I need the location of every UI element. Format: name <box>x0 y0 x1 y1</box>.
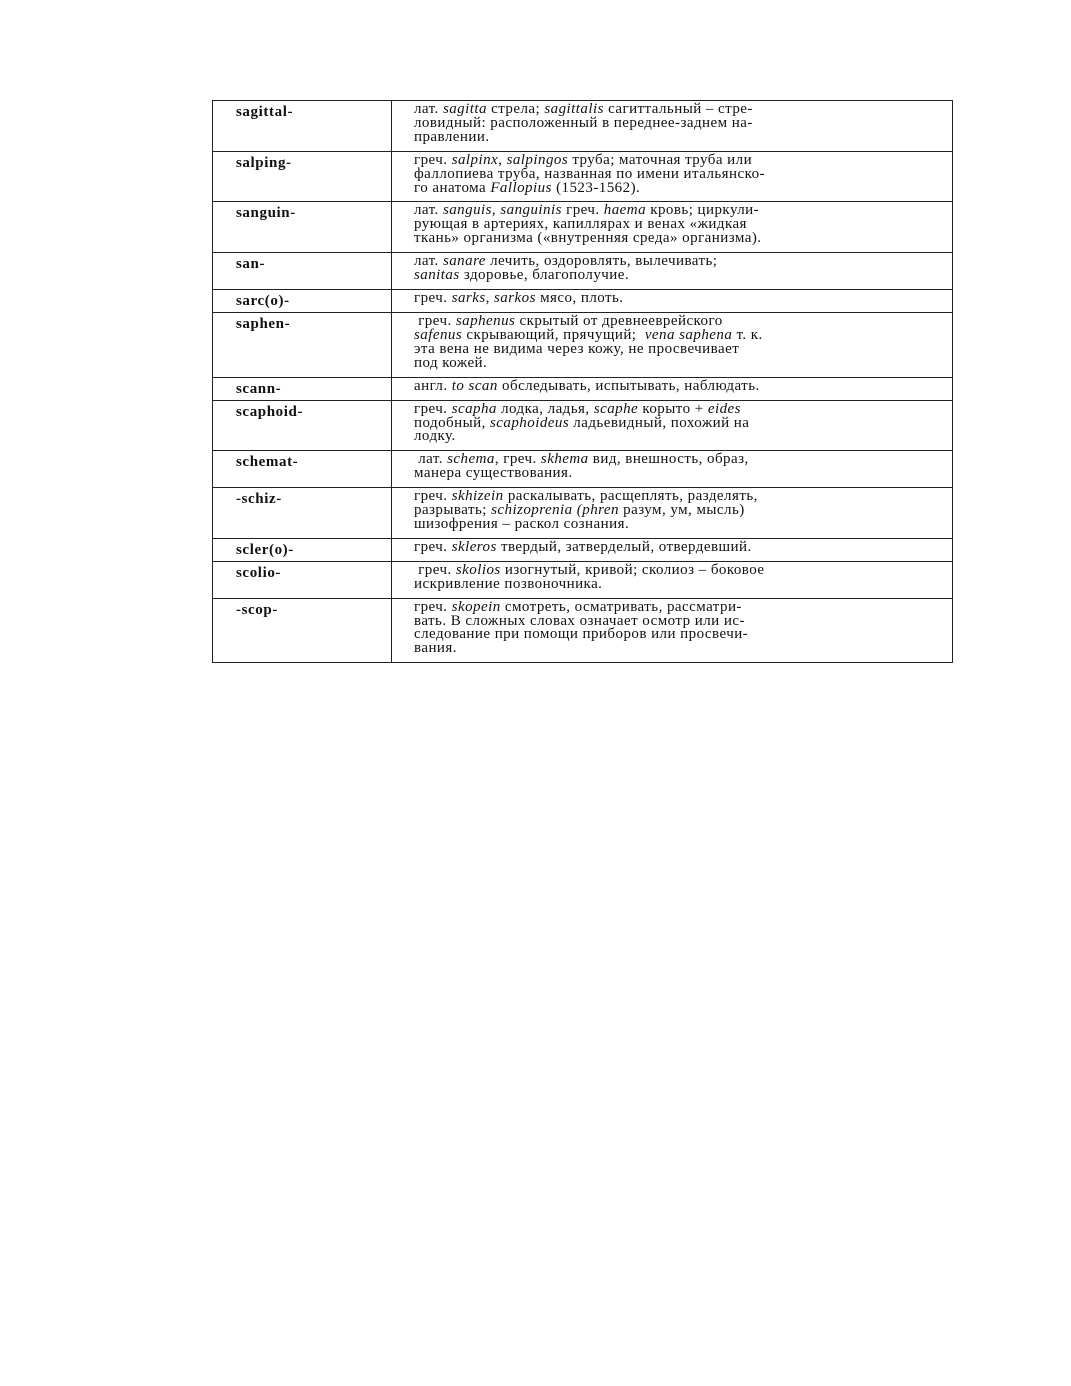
definition-text: манера существования. <box>414 465 573 482</box>
definition-text: обследывать, испытывать, наблюдать. <box>497 377 760 394</box>
definition-text: лодка, ладья, <box>496 400 594 417</box>
italic-term-text: sagitta <box>442 101 487 117</box>
definition-cell <box>392 598 953 663</box>
definition-cell <box>392 312 953 377</box>
definition-text: сагиттальный – стре- <box>603 101 753 117</box>
definition-text: греч. <box>414 561 456 578</box>
term-cell: schemat- <box>213 451 392 488</box>
definition-line <box>414 289 942 306</box>
italic-term-text: sanare <box>442 253 486 270</box>
definition-text: подобный, <box>414 414 490 431</box>
definition-text: искривление позвоночника. <box>414 575 603 592</box>
definition-text: англ. <box>414 377 452 394</box>
definition-cell <box>392 488 953 539</box>
definition-text: вать. В сложных словах означает осмотр или ис- <box>414 612 745 629</box>
definition-text: , греч. <box>494 451 541 468</box>
definition-line <box>414 538 942 555</box>
definition-text: разум, ум, мысль) <box>618 502 745 519</box>
definition-text: скрытый от древнееврейского <box>515 312 723 329</box>
definition-text: скрывающий, прячущий; <box>462 326 645 343</box>
table-row <box>213 312 953 377</box>
glossary-body <box>213 101 953 663</box>
table-row <box>213 289 953 312</box>
definition-line <box>414 515 942 532</box>
term-cell: sanguin- <box>213 202 392 253</box>
definition-text: изогнутый, кривой; сколиоз – боковое <box>500 561 765 578</box>
definition-line <box>414 467 942 481</box>
table-row <box>213 400 953 451</box>
definition-line <box>414 179 942 196</box>
definition-line <box>414 340 942 357</box>
table-row <box>213 253 953 290</box>
definition-text: ткань» организма («внутренняя среда» организма). <box>414 230 762 247</box>
table-row <box>213 101 953 152</box>
definition-text: ловидный: расположенный в переднее-заднем на- <box>414 114 753 131</box>
definition-text: труба; маточная труба или <box>568 151 753 168</box>
italic-term-text: skhizein <box>451 488 504 505</box>
definition-line <box>414 269 942 283</box>
definition-text: лат. <box>414 101 443 117</box>
term-cell: san- <box>213 253 392 290</box>
definition-text: греч. <box>414 289 452 306</box>
term-cell: scaphoid- <box>213 400 392 451</box>
definition-text: лодку. <box>414 428 456 445</box>
term-cell: saphen- <box>213 312 392 377</box>
definition-cell <box>392 151 953 202</box>
definition-text: греч. <box>414 151 452 168</box>
definition-text: т. к. <box>732 326 763 343</box>
definition-cell <box>392 253 953 290</box>
term-cell: scann- <box>213 377 392 400</box>
italic-term-text: scaphe <box>593 400 639 417</box>
definition-text: рующая в артериях, капиллярах и венах «жидкая <box>414 216 747 233</box>
italic-term-text: sanitas <box>414 267 460 284</box>
table-row <box>213 151 953 202</box>
term-cell: sarc(o)- <box>213 289 392 312</box>
italic-term-text: scapha <box>451 400 497 417</box>
italic-term-text: to scan <box>451 377 498 394</box>
italic-term-text: eides <box>707 400 741 417</box>
definition-text: стрела; <box>486 101 545 117</box>
definition-cell <box>392 561 953 598</box>
definition-text: разрывать; <box>414 502 492 519</box>
italic-term-text: scaphoideus <box>490 414 570 431</box>
definition-text: го анатома <box>414 179 491 196</box>
definition-text: лечить, оздоровлять, вылечивать; <box>485 253 718 270</box>
term-cell: sagittal- <box>213 101 392 152</box>
term-cell: scler(o)- <box>213 538 392 561</box>
italic-term-text: skleros <box>451 538 497 555</box>
definition-text: греч. <box>414 312 456 329</box>
table-row <box>213 488 953 539</box>
definition-text: (1523-1562). <box>551 179 641 196</box>
definition-line <box>414 354 942 371</box>
definition-line <box>414 628 942 642</box>
definition-text: лат. <box>414 253 443 270</box>
definition-line <box>414 575 942 592</box>
term-cell: -schiz- <box>213 488 392 539</box>
definition-text: греч. <box>414 538 452 555</box>
definition-line <box>414 414 942 431</box>
definition-cell <box>392 202 953 253</box>
definition-cell <box>392 400 953 451</box>
definition-line <box>414 430 942 444</box>
definition-text: греч. <box>561 202 604 219</box>
definition-text: мясо, плоть. <box>535 289 624 306</box>
definition-cell <box>392 538 953 561</box>
italic-term-text: sarks, sarkos <box>451 289 536 306</box>
table-row <box>213 538 953 561</box>
italic-term-text: skopein <box>451 598 501 615</box>
definition-text: лат. <box>414 202 443 219</box>
definition-line <box>414 232 942 246</box>
definition-text: следование при помощи приборов или просвечи- <box>414 626 749 643</box>
definition-text: корыто + <box>638 400 708 417</box>
table-row <box>213 451 953 488</box>
definition-line <box>414 114 942 131</box>
definition-text: вания. <box>414 640 457 657</box>
definition-text: под кожей. <box>414 354 488 371</box>
definition-text: греч. <box>414 400 452 417</box>
term-cell: -scop- <box>213 598 392 663</box>
table-row <box>213 561 953 598</box>
definition-text: смотреть, осматривать, рассматри- <box>500 598 742 615</box>
definition-text: греч. <box>414 488 452 505</box>
italic-term-text: schizoprenia (phren <box>491 502 619 519</box>
definition-cell <box>392 289 953 312</box>
italic-term-text: skolios <box>455 561 501 578</box>
table-row <box>213 202 953 253</box>
definition-text: вид, внешность, образ, <box>588 451 749 468</box>
glossary-table <box>212 100 953 663</box>
table-row <box>213 377 953 400</box>
definition-text: шизофрения – раскол сознания. <box>414 515 630 532</box>
definition-text: правлении. <box>414 128 490 145</box>
italic-term-text: Fallopius <box>490 179 552 196</box>
definition-line <box>414 128 942 145</box>
definition-text: фаллопиева труба, названная по имени итальянско- <box>414 165 765 182</box>
italic-term-text: saphenus <box>455 312 516 329</box>
definition-text: кровь; циркули- <box>646 202 760 219</box>
italic-term-text: sanguis, sanguinis <box>442 202 562 219</box>
definition-text: здоровье, благополучие. <box>459 267 630 284</box>
definition-text: раскалывать, расщеплять, разделять, <box>503 488 758 505</box>
definition-text: эта вена не видима через кожу, не просвечивает <box>414 340 740 357</box>
term-cell: scolio- <box>213 561 392 598</box>
definition-text: греч. <box>414 598 452 615</box>
italic-term-text: schema <box>447 451 495 468</box>
definition-text: ладьевидный, похожий на <box>569 414 750 431</box>
definition-cell <box>392 377 953 400</box>
italic-term-text: safenus <box>414 326 463 343</box>
italic-term-text: salpinx, salpingos <box>451 151 569 168</box>
term-cell: salping- <box>213 151 392 202</box>
definition-cell <box>392 101 953 152</box>
definition-text: твердый, затверделый, отвердевший. <box>496 538 752 555</box>
definition-cell <box>392 451 953 488</box>
definition-line <box>414 377 942 394</box>
italic-term-text: haema <box>603 202 647 219</box>
italic-term-text: vena saphena <box>644 326 733 343</box>
italic-term-text: skhema <box>540 451 589 468</box>
table-row <box>213 598 953 663</box>
definition-text: лат. <box>414 451 448 468</box>
definition-line <box>414 642 942 656</box>
italic-term-text: sagittalis <box>544 101 604 117</box>
